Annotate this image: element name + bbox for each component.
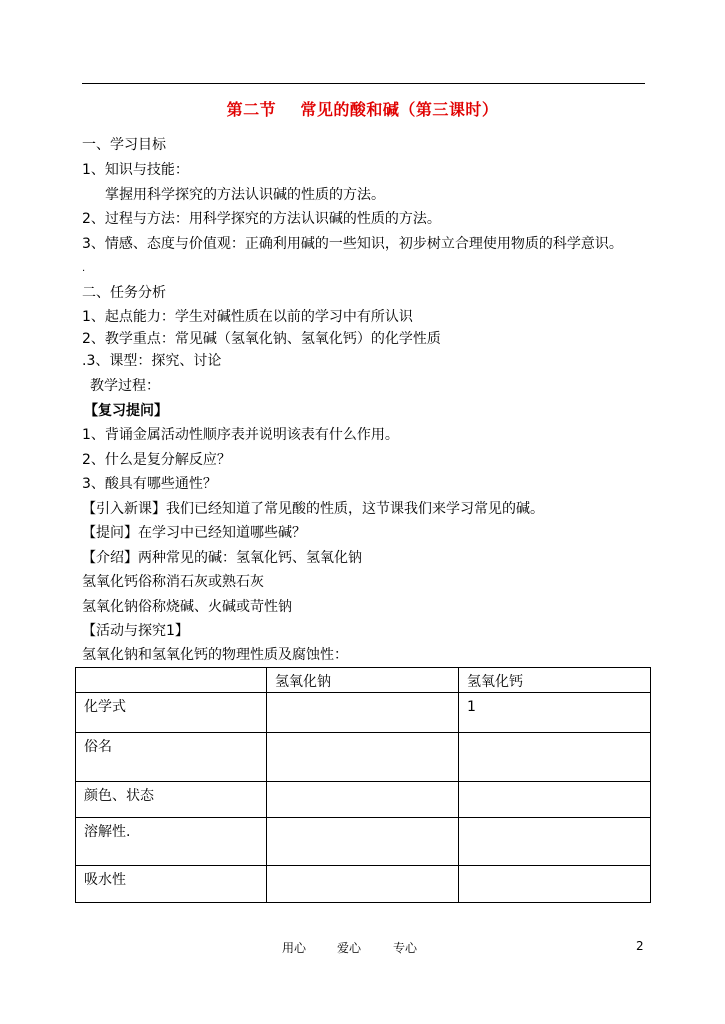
stray-dot: . [82, 263, 86, 274]
table-cell [459, 782, 651, 818]
table-cell [267, 693, 459, 733]
footer-motto: 用心 [282, 941, 307, 955]
text-line: 3、酸具有哪些通性？ [82, 476, 217, 492]
table-cell: 吸水性 [76, 866, 267, 903]
text-line: 掌握用科学探究的方法认识碱的性质的方法。 [105, 187, 385, 203]
table-header-cell: 氢氧化钠 [267, 668, 459, 693]
text-line: 1、背诵金属活动性顺序表并说明该表有什么作用。 [82, 427, 399, 443]
table-cell [459, 733, 651, 782]
table-row [76, 818, 651, 866]
text-line: 【活动与探究1】 [82, 623, 189, 639]
table-cell [267, 733, 459, 782]
table-cell: 1 [459, 693, 651, 733]
text-line: 2、过程与方法：用科学探究的方法认识碱的性质的方法。 [82, 211, 441, 227]
text-line: 1、起点能力：学生对碱性质在以前的学习中有所认识 [82, 309, 413, 325]
table-header-cell: 氢氧化钙 [459, 668, 651, 693]
footer-motto: 爱心 [337, 941, 362, 955]
table-cell [267, 818, 459, 866]
text-line: 氢氧化钠俗称烧碱、火碱或苛性钠 [82, 599, 292, 615]
table-cell [267, 782, 459, 818]
text-line: 【介绍】两种常见的碱：氢氧化钙、氢氧化钠 [82, 550, 362, 566]
table-header-cell [76, 668, 267, 693]
table-header-row [76, 668, 651, 693]
text-line: 3、情感、态度与价值观：正确利用碱的一些知识，初步树立合理使用物质的科学意识。 [82, 236, 623, 252]
text-line: 教学过程： [90, 378, 160, 394]
properties-table [75, 667, 651, 903]
page-number: 2 [636, 939, 644, 953]
text-line: 【引入新课】我们已经知道了常见酸的性质，这节课我们来学习常见的碱。 [82, 501, 544, 517]
review-heading: 【复习提问】 [84, 403, 168, 419]
table-cell [459, 818, 651, 866]
table-row [76, 782, 651, 818]
table-cell [267, 866, 459, 903]
table-cell: 颜色、状态 [76, 782, 267, 818]
table-row [76, 733, 651, 782]
text-line: .3、课型：探究、讨论 [82, 353, 222, 369]
table-row [76, 693, 651, 733]
section-heading-analysis: 二、任务分析 [82, 285, 166, 301]
table-cell [459, 866, 651, 903]
page-title: 第二节 常见的酸和碱（第三课时） [226, 100, 499, 119]
text-line: 【提问】在学习中已经知道哪些碱？ [82, 525, 306, 541]
footer-motto: 专心 [393, 941, 418, 955]
section-heading-goals: 一、学习目标 [82, 137, 166, 153]
table-cell: 俗名 [76, 733, 267, 782]
header-rule [82, 83, 645, 84]
table-cell: 溶解性. [76, 818, 267, 866]
text-line: 2、教学重点：常见碱（氢氧化钠、氢氧化钙）的化学性质 [82, 331, 441, 347]
text-line: 氢氧化钠和氢氧化钙的物理性质及腐蚀性： [82, 647, 348, 663]
text-line: 1、知识与技能： [82, 162, 189, 178]
text-line: 氢氧化钙俗称消石灰或熟石灰 [82, 574, 264, 590]
table-row [76, 866, 651, 903]
table-cell: 化学式 [76, 693, 267, 733]
text-line: 2、什么是复分解反应？ [82, 452, 231, 468]
